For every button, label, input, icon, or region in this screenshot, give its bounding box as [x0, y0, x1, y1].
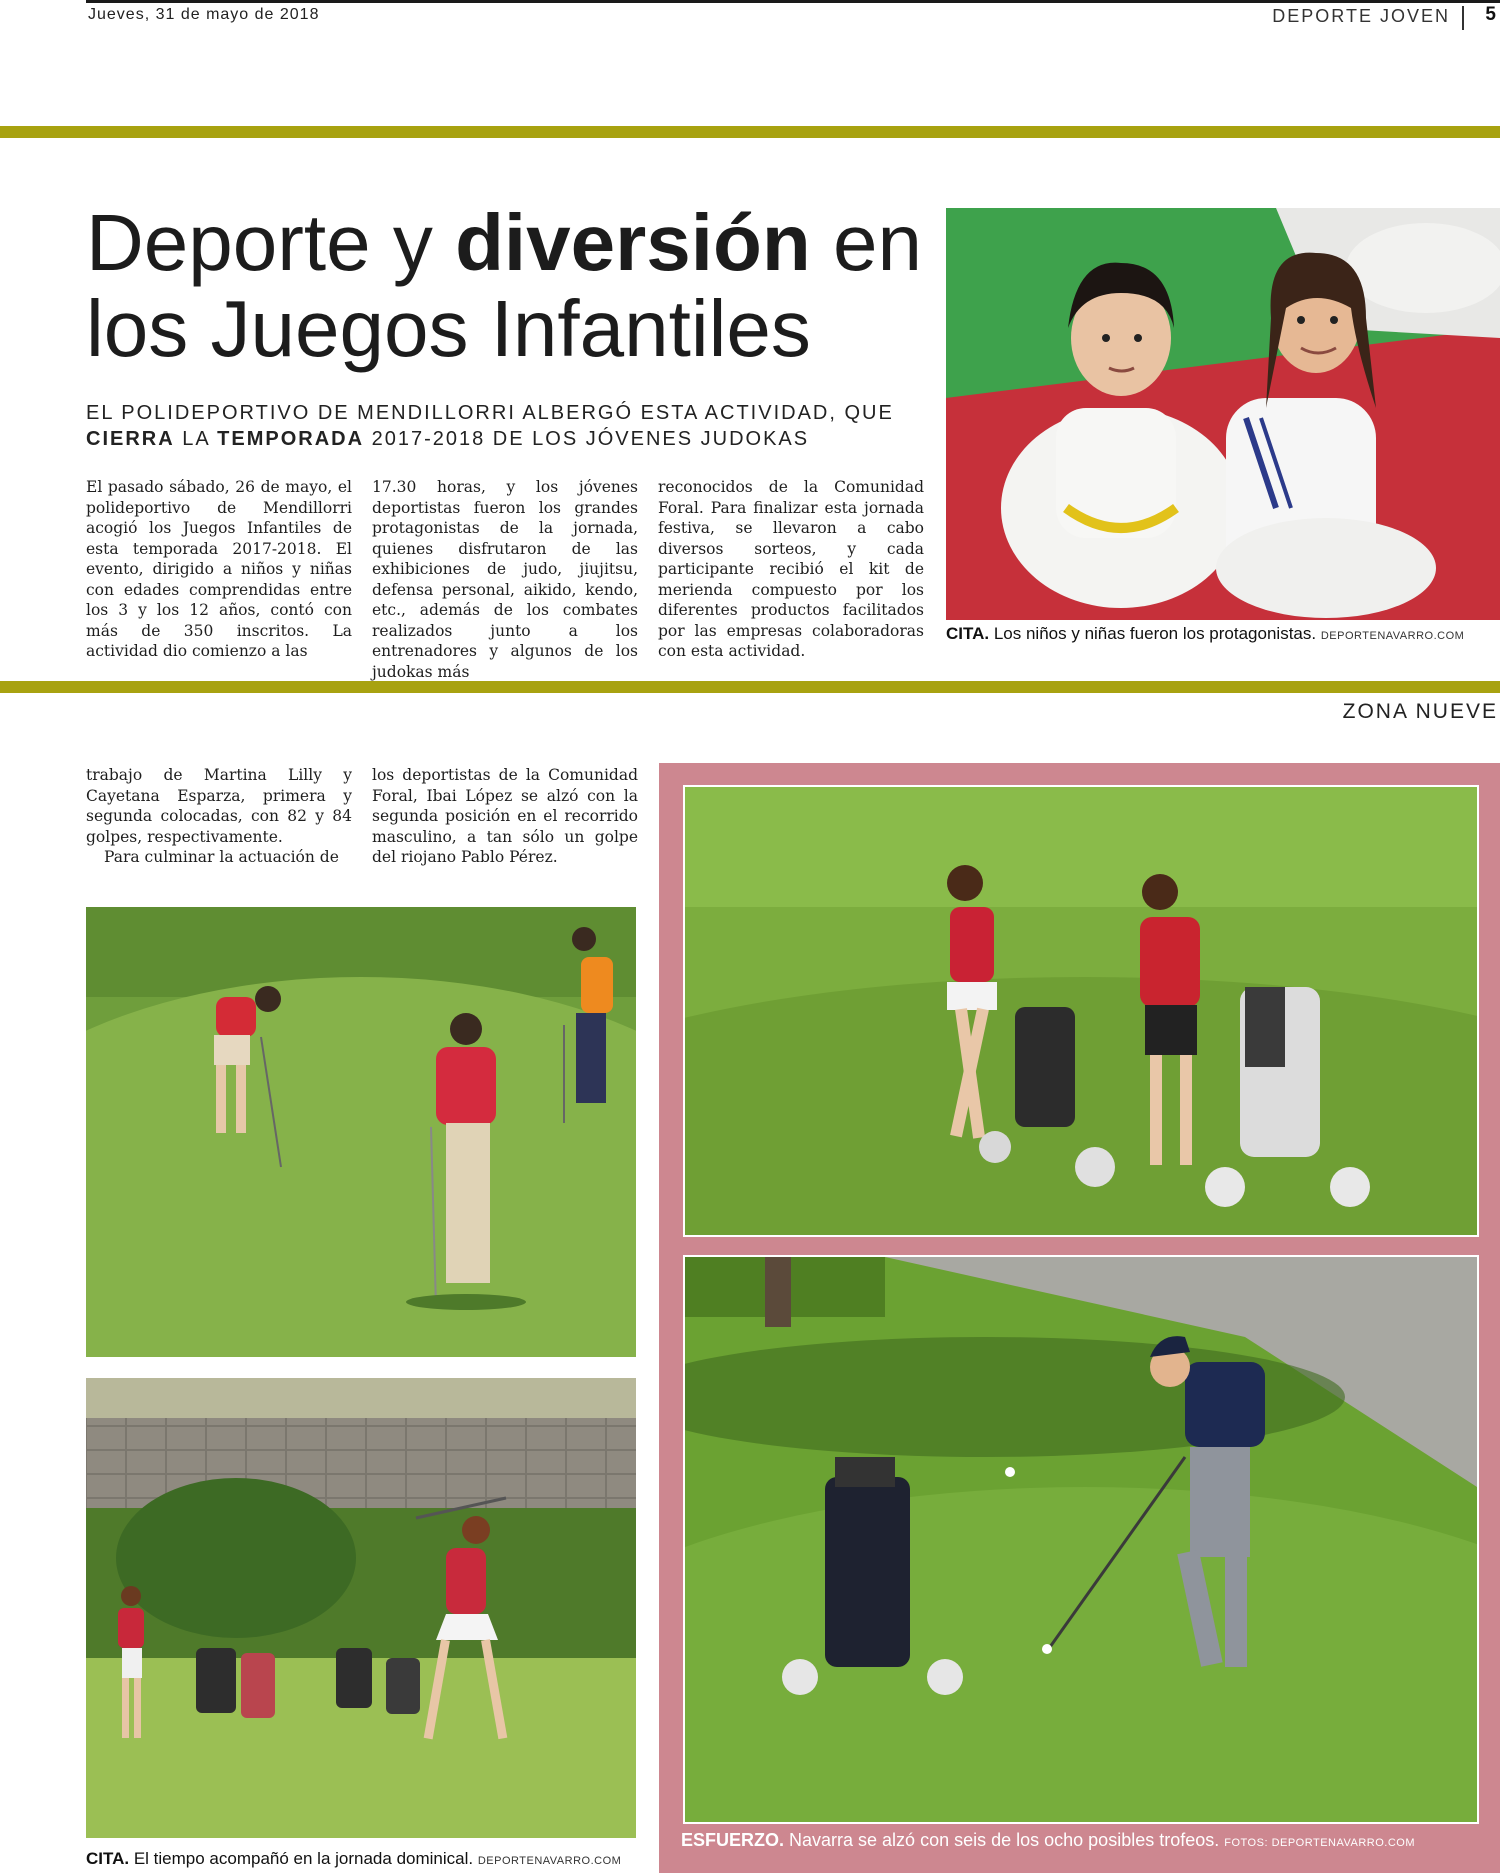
- section-bar-middle: [0, 681, 1500, 693]
- article1-column-1: El pasado sábado, 26 de mayo, el polideportivo de Mendillorri acogió los Juegos Infantiles de esta temporada 2017-2018. El evento, dirigido a niños y niñas con edades comprendidas entre los 3 y los 12 años, contó con más de 350 inscritos. La actividad dio comienzo a las: [86, 478, 352, 660]
- issue-date: Jueves, 31 de mayo de 2018: [88, 6, 320, 23]
- golf-left-caption-credit: DEPORTENAVARRO.COM: [477, 1855, 622, 1867]
- judo-caption-label: CITA.: [946, 624, 990, 643]
- article2-column-2: los deportistas de la Comunidad Foral, Ibai López se alzó con la segunda posición en el recorrido masculino, a tan sólo un golpe del riojano Pablo Pérez.: [372, 766, 638, 866]
- header-separator: [1462, 6, 1464, 30]
- deck-bold2: TEMPORADA: [217, 428, 365, 450]
- deck-part1: EL POLIDEPORTIVO DE MENDILLORRI ALBERGÓ ESTA ACTIVIDAD, QUE: [86, 402, 894, 424]
- golf-right-caption-label: ESFUERZO.: [681, 1830, 785, 1850]
- section-label-zona-nueve: ZONA NUEVE: [1342, 700, 1498, 723]
- golf-chip-shot-photo: [683, 1255, 1479, 1824]
- golf-left-caption-label: CITA.: [86, 1849, 130, 1868]
- article2-column-1-p1: trabajo de Martina Lilly y Cayetana Esparza, primera y segunda colocadas, con 82 y 84 golpes, respectivamente.: [86, 766, 352, 846]
- section-name: DEPORTE JOVEN: [1272, 6, 1450, 26]
- golf-drive-photo: [86, 1378, 636, 1838]
- article2-column-1: [86, 765, 352, 868]
- deck-part2: LA: [174, 428, 218, 450]
- deck-part3: 2017-2018 DE LOS JÓVENES JUDOKAS: [364, 428, 810, 450]
- headline-part2: en los Juegos Infantiles: [86, 198, 922, 373]
- article1-column-3: reconocidos de la Comunidad Foral. Para finalizar esta jornada festiva, se llevaron a cabo diversos sorteos, y cada participante recibió el kit de merienda compuesto por los diferentes productos facilitados por las empresas colaboradoras con esta actividad.: [658, 478, 924, 660]
- header-rule: [86, 0, 1500, 3]
- headline-bold: diversión: [455, 198, 811, 287]
- page-number: 5: [1485, 4, 1496, 25]
- judo-caption-text: Los niños y niñas fueron los protagonistas.: [989, 624, 1317, 643]
- judo-photo: [946, 208, 1500, 620]
- golf-right-caption-text: Navarra se alzó con seis de los ocho posibles trofeos.: [784, 1830, 1220, 1850]
- deck-bold1: CIERRA: [86, 428, 175, 450]
- golf-putting-photo: [86, 907, 636, 1357]
- judo-caption-credit: DEPORTENAVARRO.COM: [1320, 630, 1465, 642]
- golf-left-caption: [86, 1849, 621, 1869]
- deck: [86, 400, 936, 452]
- headline-part1: Deporte y: [86, 198, 456, 287]
- judo-caption: [946, 624, 1464, 644]
- golf-right-caption: [681, 1830, 1415, 1851]
- golf-left-caption-text: El tiempo acompañó en la jornada dominical.: [129, 1849, 474, 1868]
- golf-right-caption-credit: FOTOS: DEPORTENAVARRO.COM: [1224, 1837, 1416, 1849]
- headline: [86, 200, 926, 372]
- golf-walking-photo: [683, 785, 1479, 1237]
- article2-column-1-p2: Para culminar la actuación de: [104, 848, 339, 866]
- article1-column-2: 17.30 horas, y los jóvenes deportistas fueron los grandes protagonistas de la jornada, quienes disfrutaron de las exhibiciones de judo, jiujitsu, defensa personal, aikido, kendo, etc., además de los combates realizados junto a los entrenadores y algunos de los judokas más: [372, 478, 638, 681]
- section-bar-top: [0, 126, 1500, 138]
